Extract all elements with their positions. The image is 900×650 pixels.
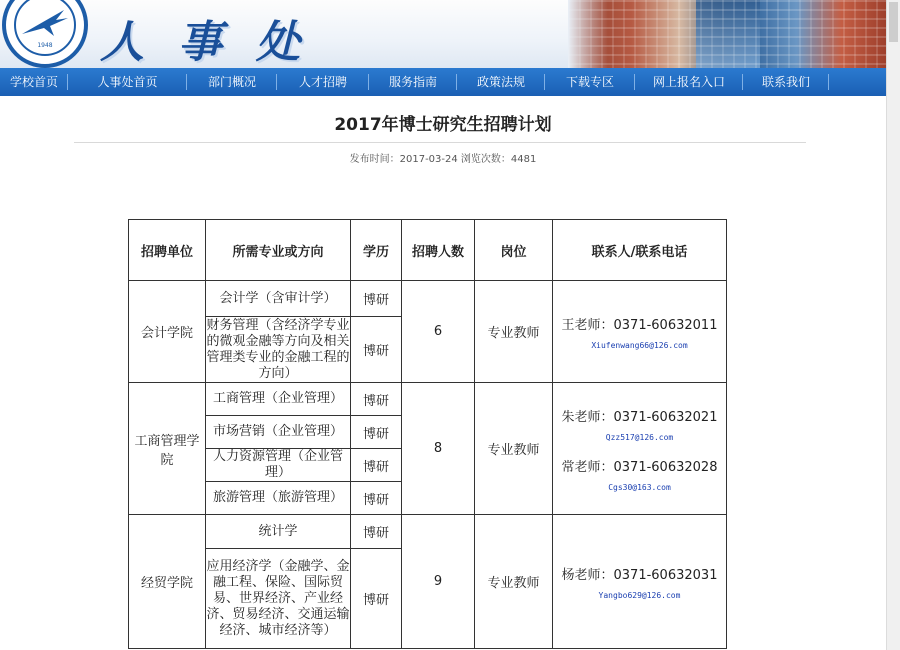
table-row	[129, 281, 727, 317]
contact-name-phone: 朱老师：0371-60632021	[561, 409, 718, 425]
degree-cell: 博研	[351, 449, 402, 482]
degree-cell: 博研	[351, 281, 402, 317]
site-title: 人事处	[100, 17, 334, 68]
major-cell: 会计学（含审计学）	[206, 281, 351, 317]
nav-item-school-home[interactable]: 学校首页	[0, 68, 68, 96]
vertical-scrollbar[interactable]	[886, 0, 900, 650]
nav-item-hr-home[interactable]: 人事处首页	[68, 68, 187, 96]
scrollbar-thumb[interactable]	[889, 2, 898, 42]
table-header-row	[129, 220, 727, 281]
nav-item-downloads[interactable]: 下载专区	[545, 68, 635, 96]
unit-cell: 经贸学院	[129, 515, 206, 649]
degree-cell: 博研	[351, 549, 402, 649]
degree-cell: 博研	[351, 383, 402, 416]
post-cell: 专业教师	[475, 281, 553, 383]
contact-name-phone: 杨老师：0371-60632031	[561, 567, 718, 583]
campus-building-image	[568, 0, 886, 68]
degree-cell: 博研	[351, 482, 402, 515]
header-unit: 招聘单位	[129, 220, 206, 281]
view-count: 4481	[510, 154, 537, 165]
major-cell: 统计学	[206, 515, 351, 549]
header-post: 岗位	[475, 220, 553, 281]
major-cell: 应用经济学（金融学、金融工程、保险、国际贸易、世界经济、产业经济、贸易经济、交通运输经济、城市经济等）	[206, 549, 351, 649]
logo-year: 1948	[37, 42, 53, 49]
degree-cell: 博研	[351, 416, 402, 449]
nav-item-department[interactable]: 部门概况	[187, 68, 277, 96]
contact-email[interactable]: Xiufenwang66@126.com	[591, 340, 688, 350]
header-banner	[0, 0, 886, 68]
building-columns	[568, 0, 886, 68]
post-cell: 专业教师	[475, 383, 553, 515]
article-meta	[0, 150, 886, 165]
header-major: 所需专业或方向	[206, 220, 351, 281]
count-cell: 6	[402, 281, 475, 383]
contact-email[interactable]: Cgs30@163.com	[608, 482, 671, 492]
nav-item-recruitment[interactable]: 人才招聘	[277, 68, 369, 96]
contact-spacer	[553, 442, 726, 456]
recruitment-table	[128, 219, 727, 649]
contact-name-phone: 王老师：0371-60632011	[561, 317, 718, 333]
major-cell: 财务管理（含经济学专业的微观金融等方向及相关管理类专业的金融工程的方向）	[206, 317, 350, 381]
unit-cell: 工商管理学院	[129, 383, 206, 515]
header-count: 招聘人数	[402, 220, 475, 281]
title-divider	[74, 142, 806, 143]
banner-fade	[568, 0, 608, 68]
count-cell: 9	[402, 515, 475, 649]
airplane-icon	[20, 4, 70, 40]
university-logo[interactable]	[2, 0, 88, 68]
main-nav	[0, 68, 886, 96]
header-degree: 学历	[351, 220, 402, 281]
degree-cell: 博研	[351, 515, 402, 549]
table-row	[129, 383, 727, 416]
contact-email[interactable]: Qzz517@126.com	[605, 432, 674, 442]
contact-cell	[553, 281, 727, 383]
page-title: 2017年博士研究生招聘计划	[334, 115, 552, 135]
count-cell: 8	[402, 383, 475, 515]
contact-cell	[553, 383, 727, 515]
unit-cell: 会计学院	[129, 281, 206, 383]
nav-item-policies[interactable]: 政策法规	[457, 68, 545, 96]
table-row	[129, 515, 727, 549]
header-contact: 联系人/联系电话	[553, 220, 727, 281]
nav-item-service-guide[interactable]: 服务指南	[369, 68, 457, 96]
nav-item-online-registration[interactable]: 网上报名入口	[635, 68, 743, 96]
publish-info: 发布时间：2017-03-24 浏览次数：	[349, 154, 511, 165]
degree-cell: 博研	[351, 317, 402, 383]
major-cell: 旅游管理（旅游管理）	[206, 482, 351, 515]
contact-name-phone: 常老师：0371-60632028	[561, 459, 718, 475]
major-cell: 人力资源管理（企业管理）	[206, 449, 351, 482]
nav-item-contact[interactable]: 联系我们	[743, 68, 829, 96]
contact-email[interactable]: Yangbo629@126.com	[598, 590, 681, 600]
contact-cell	[553, 515, 727, 649]
major-cell: 工商管理（企业管理）	[206, 383, 351, 416]
major-cell: 市场营销（企业管理）	[206, 416, 351, 449]
post-cell: 专业教师	[475, 515, 553, 649]
